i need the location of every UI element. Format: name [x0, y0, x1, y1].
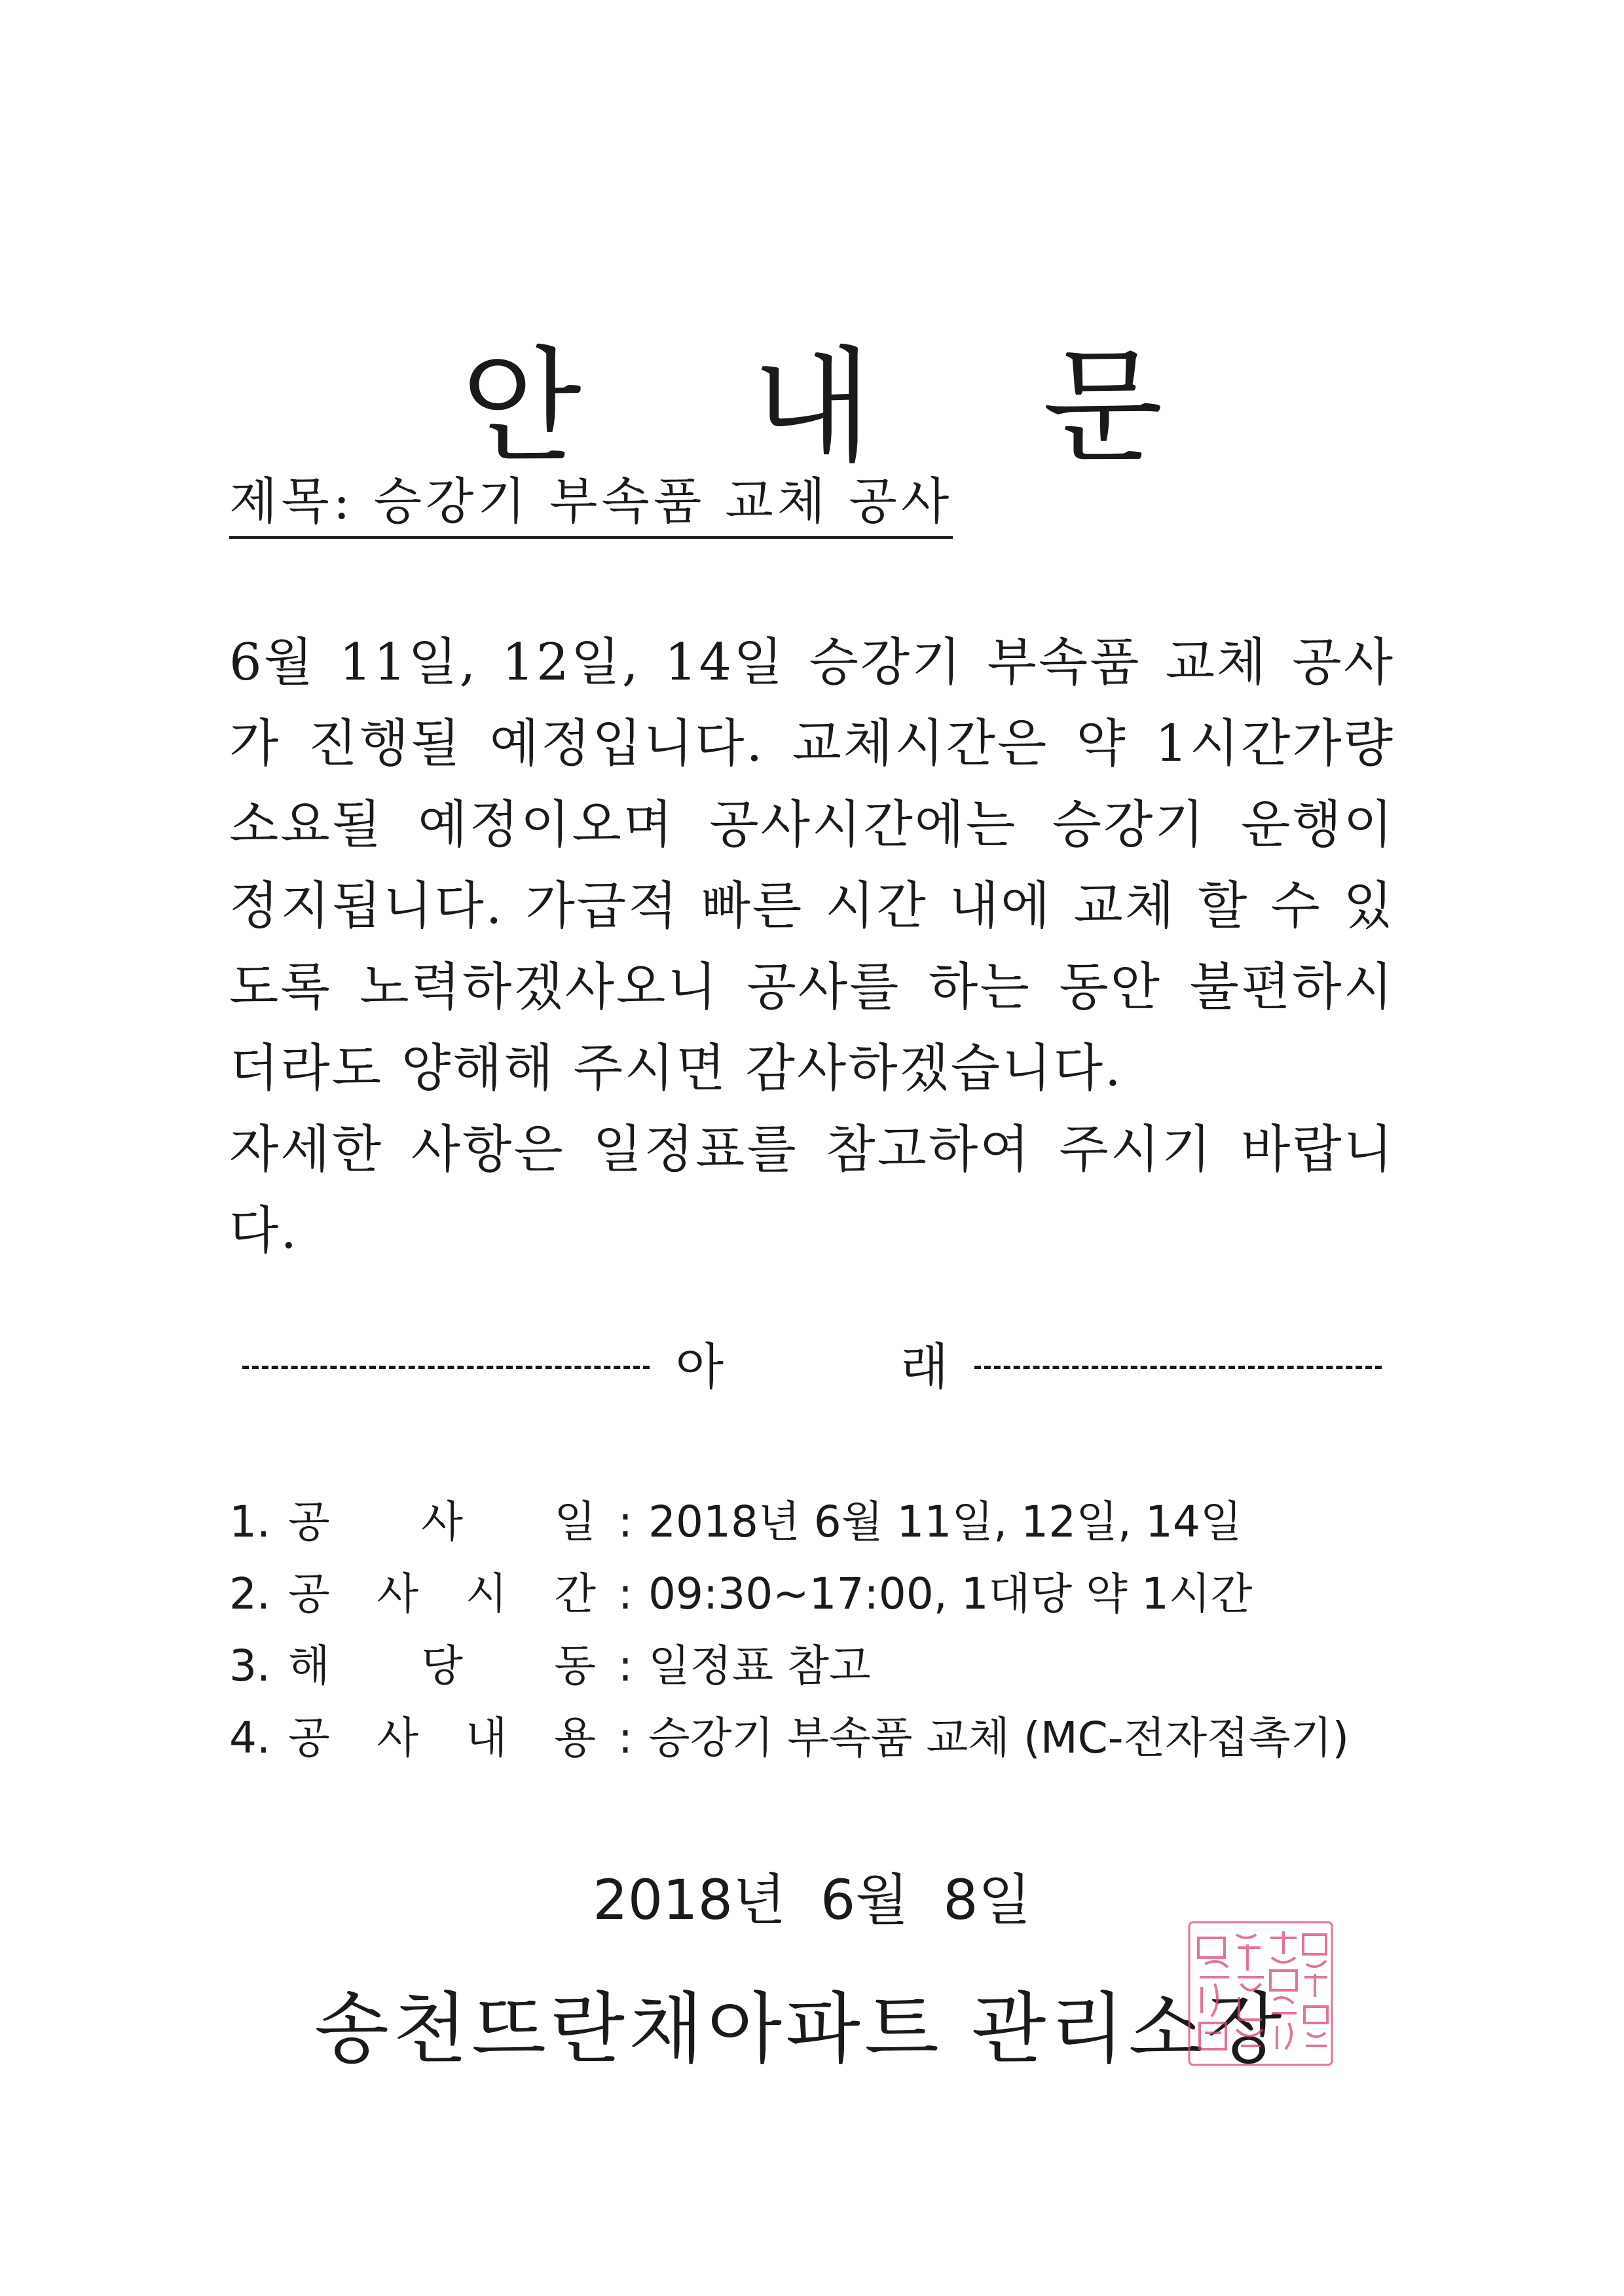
- label-char: 사: [377, 1569, 419, 1619]
- label-char: 해: [288, 1641, 330, 1691]
- detail-item-date: [229, 1486, 1349, 1558]
- label-char: 당: [421, 1641, 463, 1691]
- divider-char-2: 래: [900, 1338, 949, 1396]
- item-colon: :: [618, 1569, 633, 1619]
- signature-line: 송천뜨란채아파트 관리소장: [314, 1984, 1286, 2074]
- label-char: 일: [554, 1497, 596, 1547]
- item-number: 3.: [229, 1641, 270, 1691]
- detail-item-time: [229, 1558, 1349, 1630]
- seal-border: [1189, 1922, 1332, 2065]
- label-char: 공: [288, 1569, 330, 1619]
- notice-body: [229, 622, 1395, 1271]
- label-char: 동: [554, 1641, 596, 1691]
- label-char: 공: [288, 1497, 330, 1547]
- item-value: 승강기 부속품 교체 (MC-전자접촉기): [648, 1713, 1350, 1763]
- label-char: 간: [554, 1569, 596, 1619]
- item-label: [288, 1702, 602, 1774]
- label-char: 시: [465, 1569, 507, 1619]
- item-label: [288, 1558, 602, 1630]
- label-char: 사: [421, 1497, 463, 1547]
- dashed-line-right: [974, 1366, 1382, 1369]
- dashed-line-left: [242, 1366, 650, 1369]
- item-colon: :: [618, 1497, 633, 1547]
- divider-char-1: 아: [675, 1338, 724, 1396]
- item-number: 4.: [229, 1713, 270, 1763]
- item-value: 일정표 참고: [648, 1641, 871, 1691]
- body-paragraph-1: 6월 11일, 12일, 14일 승강기 부속품 교체 공사가 진행될 예정입니다. 교체시간은 약 1시간가량 소요될 예정이오며 공사시간에는 승강기 운행이 정지됩니다. 가급적 빠른 시간 내에 교체 할 수 있도록 노력하겠사오니 공사를 하는 동안 불편하시더라도 양해해 주시면 감사하겠습니다.: [229, 633, 1395, 1098]
- label-char: 사: [377, 1713, 419, 1763]
- subject-line: 제목: 승강기 부속품 교체 공사: [229, 471, 953, 539]
- details-list: [229, 1486, 1349, 1774]
- body-paragraph-2: 자세한 사항은 일정표를 참고하여 주시기 바랍니다.: [229, 1120, 1395, 1260]
- label-char: 내: [465, 1713, 507, 1763]
- item-label: [288, 1630, 602, 1702]
- detail-item-building: [229, 1630, 1349, 1702]
- item-label: [288, 1486, 602, 1558]
- label-char: 공: [288, 1713, 330, 1763]
- item-number: 1.: [229, 1497, 270, 1547]
- section-divider: [242, 1338, 1382, 1396]
- issue-date: 2018년 6월 8일: [593, 1868, 1031, 1932]
- item-number: 2.: [229, 1569, 270, 1619]
- seal-glyphs: [1198, 1931, 1327, 2049]
- item-colon: :: [618, 1713, 633, 1763]
- label-char: 용: [554, 1713, 596, 1763]
- item-value: 2018년 6월 11일, 12일, 14일: [648, 1497, 1242, 1547]
- document-title: 안 내 문: [461, 335, 1228, 480]
- item-colon: :: [618, 1641, 633, 1691]
- detail-item-content: [229, 1702, 1349, 1774]
- official-seal-stamp: [1185, 1918, 1336, 2069]
- item-value: 09:30~17:00, 1대당 약 1시간: [648, 1569, 1253, 1619]
- divider-label: [650, 1338, 975, 1396]
